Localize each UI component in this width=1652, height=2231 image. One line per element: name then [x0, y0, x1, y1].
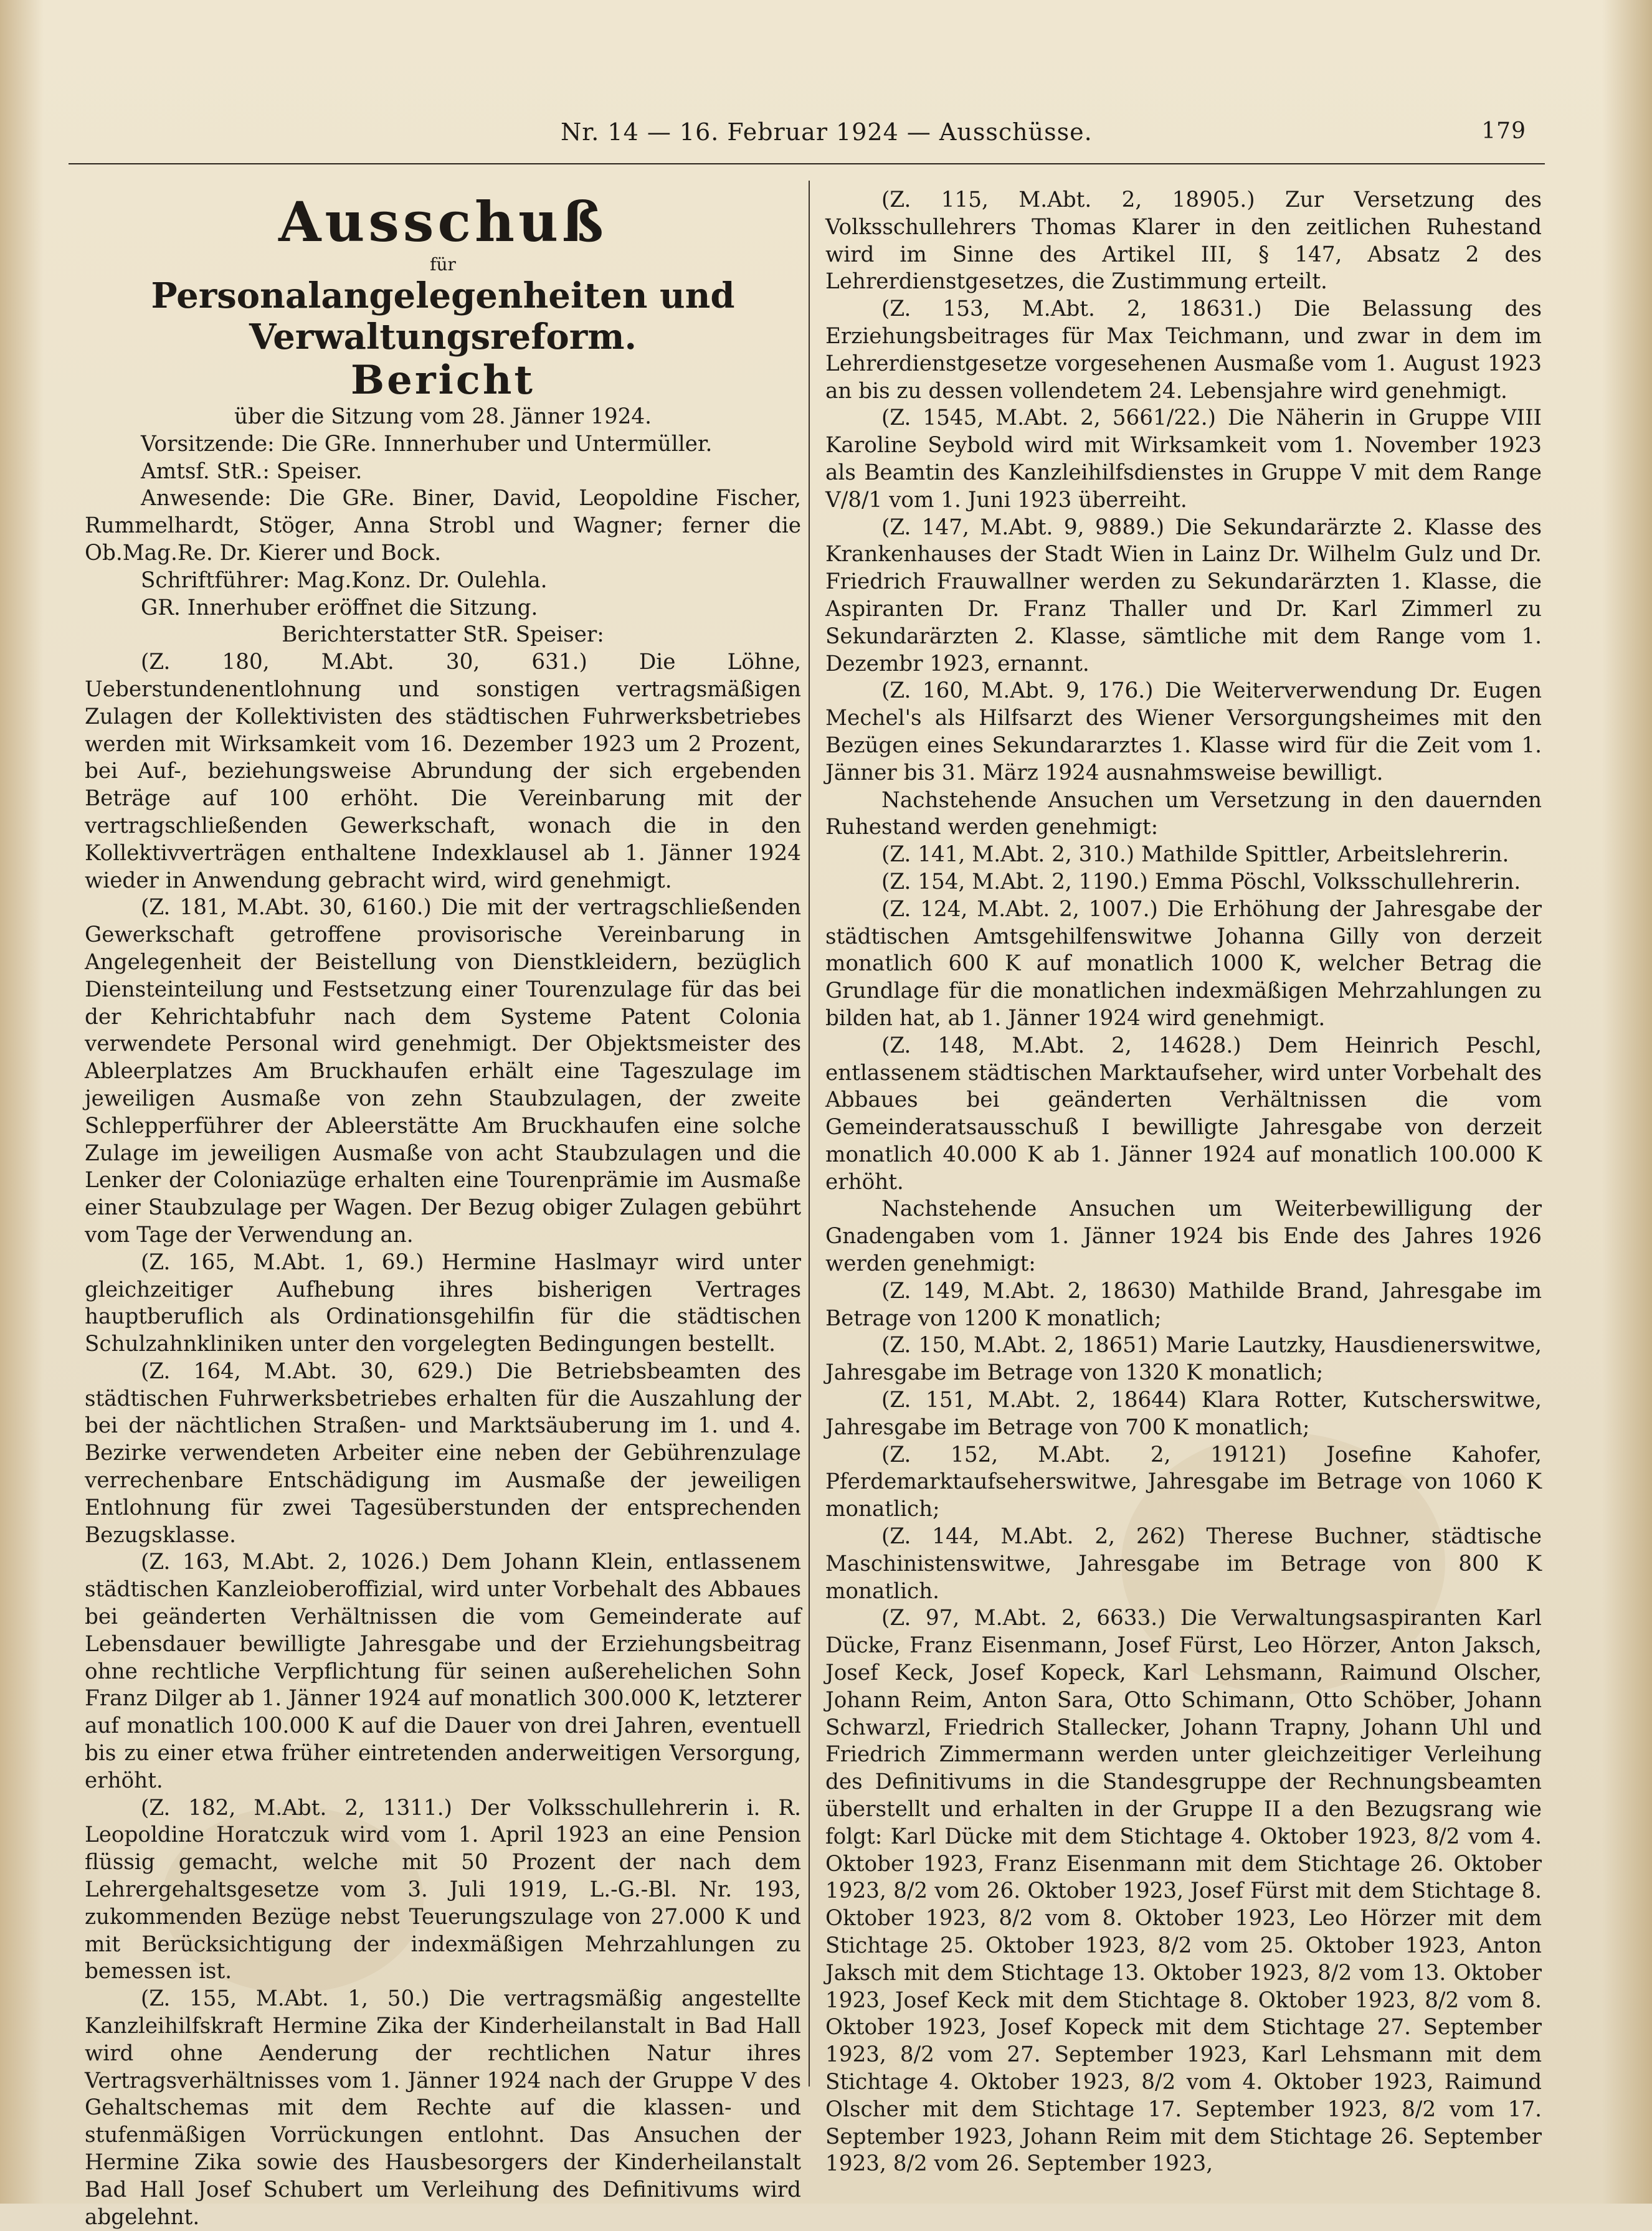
paragraph: (Z. 144, M.Abt. 2, 262) Therese Buchner, städtische Maschinistenswitwe, Jahresgabe im Betrage von 800 K monatlich. [825, 1524, 1542, 1604]
report-heading: Bericht [351, 357, 535, 404]
page-number: 179 [1481, 118, 1526, 144]
section-heading: Ausschuß [278, 189, 607, 254]
session-date: über die Sitzung vom 28. Jänner 1924. [234, 404, 652, 429]
paragraph: (Z. 164, M.Abt. 30, 629.) Die Betriebsbeamten des städtischen Fuhrwerksbetriebes erhalten für die Auszahlung der bei der nächtlichen Straßen- und Marktsäuberung im 1. und 4. Bezirke verwendeten Arbeiter eine neben der Gebührenzulage verrechenbare Entschädigung im Ausmaße der jeweiligen Entlohnung für zwei Tagesüberstunden der entsprechenden Bezugsklasse. [85, 1358, 801, 1548]
paragraph: (Z. 160, M.Abt. 9, 176.) Die Weiterverwendung Dr. Eugen Mechel's als Hilfsarzt des Wiener Versorgungsheimes mit den Bezügen eines Sekundararztes 1. Klasse wird für die Zeit vom 1. Jänner bis 31. März 1924 ausnahmsweise bewilligt. [825, 678, 1542, 785]
left-paragraphs [85, 431, 801, 2231]
paragraph: (Z. 154, M.Abt. 2, 1190.) Emma Pöschl, Volksschullehrerin. [881, 869, 1521, 894]
paragraph: (Z. 182, M.Abt. 2, 1311.) Der Volksschullehrerin i. R. Leopoldine Horatczuk wird vom 1. April 1923 an eine Pension flüssig gemacht, welche mit 50 Prozent der nach dem Lehrergehaltsgesetze vom 3. Juli 1919, L.-G.-Bl. Nr. 193, zukommenden Bezüge nebst Teuerungszulage von 27.000 K und mit Berücksichtigung der indexmäßigen Mehrzahlungen zu bemessen ist. [85, 1795, 801, 1984]
paragraph: (Z. 141, M.Abt. 2, 310.) Mathilde Spittler, Arbeitslehrerin. [881, 842, 1509, 868]
right-column [825, 187, 1542, 2178]
paragraph: Anwesende: Die GRe. Biner, David, Leopoldine Fischer, Rummelhardt, Stöger, Anna Strobl und Wagner; ferner die Ob.Mag.Re. Dr. Kierer und Bock. [85, 486, 801, 566]
left-column [85, 187, 801, 2231]
right-paragraphs [825, 187, 1542, 2178]
paper-edge-right [1602, 0, 1652, 2204]
paragraph: (Z. 163, M.Abt. 2, 1026.) Dem Johann Klein, entlassenem städtischen Kanzleioberoffizial, wird unter Vorbehalt des Abbaues bei geänderten Verhältnissen die vom Gemeinderate auf Lebensdauer bewilligte Jahresgabe und der Erziehungsbeitrag ohne rechtliche Verpflichtung für seinen außerehelichen Sohn Franz Dilger ab 1. Jänner 1924 auf monatlich 300.000 K, letzterer auf monatlich 100.000 K auf die Dauer von drei Jahren, eventuell bis zu einer etwa früher eintretenden anderweitigen Versorgung, erhöht. [85, 1550, 801, 1793]
paragraph: (Z. 180, M.Abt. 30, 631.) Die Löhne, Ueberstundenentlohnung und sonstigen vertragsmäßigen Zulagen der Kollektivisten des städtischen Fuhrwerksbetriebes werden mit Wirksamkeit vom 16. Dezember 1923 um 2 Prozent, bei Auf-, beziehungsweise Abrundung der sich ergebenden Beträge auf 100 erhöht. Die Vereinbarung mit der vertragschließenden Gewerkschaft, wonach die in den Kollektivverträgen enthaltene Indexklausel ab 1. Jänner 1924 wieder in Anwendung gebracht wird, wird genehmigt. [85, 650, 801, 893]
paragraph: Vorsitzende: Die GRe. Innnerhuber und Untermüller. [141, 431, 713, 457]
column-divider [809, 181, 810, 2087]
paragraph: (Z. 147, M.Abt. 9, 9889.) Die Sekundarärzte 2. Klasse des Krankenhauses der Stadt Wien in Lainz Dr. Wilhelm Gulz und Dr. Friedrich Frauwallner werden zu Sekundarärzten 1. Klasse, die Aspiranten Dr. Franz Thaller und Dr. Karl Zimmerl zu Sekundarärzten 2. Klasse, sämtliche mit dem Range vom 1. Dezembr 1923, ernannt. [825, 514, 1542, 676]
paragraph: (Z. 153, M.Abt. 2, 18631.) Die Belassung des Erziehungsbeitrages für Max Teichmann, und zwar in dem im Lehrerdienstgesetze vorgesehenen Ausmaße vom 1. August 1923 an bis zu dessen vollendetem 24. Lebensjahre wird genehmigt. [825, 296, 1542, 404]
paragraph: (Z. 151, M.Abt. 2, 18644) Klara Rotter, Kutscherswitwe, Jahresgabe im Betrage von 700 K monatlich; [825, 1388, 1542, 1440]
paragraph: (Z. 149, M.Abt. 2, 18630) Mathilde Brand, Jahresgabe im Betrage von 1200 K monatlich; [825, 1278, 1542, 1331]
paragraph: (Z. 165, M.Abt. 1, 69.) Hermine Haslmayr wird unter gleichzeitiger Aufhebung ihres bisherigen Vertrages hauptberuflich als Ordinationsgehilfin für die städtischen Schulzahnkliniken unter den vorgelegten Bedingungen bestellt. [85, 1249, 801, 1357]
paragraph: (Z. 1545, M.Abt. 2, 5661/22.) Die Näherin in Gruppe VIII Karoline Seybold wird mit Wirksamkeit vom 1. November 1923 als Beamtin des Kanzleihilfsdienstes in Gruppe V mit dem Range V/8/1 vom 1. Juni 1923 überreiht. [825, 405, 1542, 513]
paragraph: (Z. 97, M.Abt. 2, 6633.) Die Verwaltungsaspiranten Karl Dücke, Franz Eisenmann, Josef Fürst, Leo Hörzer, Anton Jaksch, Josef Keck, Josef Kopeck, Karl Lehsmann, Raimund Olscher, Johann Reim, Anton Sara, Otto Schimann, Otto Schöber, Johann Schwarzl, Friedrich Stallecker, Johann Trapny, Johann Uhl und Friedrich Zimmermann werden unter gleichzeitiger Verleihung des Definitivums in die Standesgruppe der Rechnungsbeamten überstellt und erhalten in der Gruppe II a den Bezugsrang wie folgt: Karl Dücke mit dem Stichtage 4. Oktober 1923, 8/2 vom 4. Oktober 1923, Franz Eisenmann mit dem Stichtage 26. Oktober 1923, 8/2 vom 26. Oktober 1923, Josef Fürst mit dem Stichtage 8. Oktober 1923, 8/2 vom 8. Oktober 1923, Leo Hörzer mit dem Stichtage 25. Oktober 1923, 8/2 vom 25. Oktober 1923, Anton Jaksch mit dem Stichtage 13. Oktober 1923, 8/2 vom 13. Oktober 1923, Josef Keck mit dem Stichtage 8. Oktober 1923, 8/2 vom 8. Oktober 1923, Josef Kopeck mit dem Stichtage 27. September 1923, 8/2 vom 27. September 1923, Karl Lehsmann mit dem Stichtage 4. Oktober 1923, 8/2 vom 4. Oktober 1923, Raimund Olscher mit dem Stichtage 17. September 1923, 8/2 vom 17. September 1923, Johann Reim mit dem Stichtage 26. September 1923, 8/2 vom 26. September 1923, [825, 1606, 1542, 2177]
paragraph: Nachstehende Ansuchen um Weiterbewilligung der Gnadengaben vom 1. Jänner 1924 bis Ende des Jahres 1926 werden genehmigt: [825, 1196, 1542, 1277]
paragraph: Nachstehende Ansuchen um Versetzung in den dauernden Ruhestand werden genehmigt: [825, 787, 1542, 840]
paragraph: (Z. 152, M.Abt. 2, 19121) Josefine Kahofer, Pferdemarktaufseherswitwe, Jahresgabe im Betrage von 1060 K monatlich; [825, 1442, 1542, 1522]
paragraph: (Z. 124, M.Abt. 2, 1007.) Die Erhöhung der Jahresgabe der städtischen Amtsgehilfenswitwe Johanna Gilly von derzeit monatlich 600 K auf monatlich 1000 K, welcher Betrag die Grundlage für die monatlichen indexmäßigen Mehrzahlungen zu bilden hat, ab 1. Jänner 1924 wird genehmigt. [825, 896, 1542, 1031]
heading-connector: für [430, 254, 456, 275]
paragraph: Schriftführer: Mag.Konz. Dr. Oulehla. [141, 567, 548, 593]
header-title: Nr. 14 — 16. Februar 1924 — Ausschüsse. [561, 118, 1093, 146]
paragraph: (Z. 115, M.Abt. 2, 18905.) Zur Versetzung des Volksschullehrers Thomas Klarer in den zeitlichen Ruhestand wird im Sinne des Artikel III, § 147, Absatz 2 des Lehrerdienstgesetzes, die Zustimmung erteilt. [825, 187, 1542, 295]
paper-edge-left [0, 0, 44, 2204]
paragraph: Berichterstatter StR. Speiser: [282, 622, 604, 648]
paragraph: (Z. 181, M.Abt. 30, 6160.) Die mit der vertragschließenden Gewerkschaft getroffene provisorische Vereinbarung in Angelegenheit der Beistellung von Dienstkleidern, bezüglich Diensteinteilung und Festsetzung einer Tourenzulage für das bei der Kehrichtabfuhr nach dem Systeme Patent Colonia verwendete Personal wird genehmigt. Der Objektsmeister des Ableerplatzes Am Bruckhaufen erhält eine Tageszulage im jeweiligen Ausmaße von zehn Staubzulagen, der zweite Schlepperführer der Ableerstätte Am Bruckhaufen eine solche Zulage im jeweiligen Ausmaße von acht Staubzulagen und die Lenker der Coloniazüge erhalten eine Tourenprämie im Ausmaße einer Staubzulage per Wagen. Der Bezug obiger Zulagen gebührt vom Tage der Verwendung an. [85, 895, 801, 1248]
page-header [561, 118, 1526, 156]
paragraph: (Z. 148, M.Abt. 2, 14628.) Dem Heinrich Peschl, entlassenem städtischen Marktaufseher, wird unter Vorbehalt des Abbaues bei geänderten Verhältnissen die vom Gemeinderatsausschuß I bewilligte Jahresgabe von derzeit monatlich 40.000 K ab 1. Jänner 1924 auf monatlich 100.000 K erhöht. [825, 1033, 1542, 1195]
paragraph: (Z. 150, M.Abt. 2, 18651) Marie Lautzky, Hausdienerswitwe, Jahresgabe im Betrage von 1320 K monatlich; [825, 1333, 1542, 1386]
header-divider [69, 163, 1545, 164]
paragraph: (Z. 155, M.Abt. 1, 50.) Die vertragsmäßig angestellte Kanzleihilfskraft Hermine Zika der Kinderheilanstalt in Bad Hall wird ohne Aenderung der rechtlichen Natur ihres Vertragsverhältnisses vom 1. Jänner 1924 nach der Gruppe V des Gehaltschemas mit dem Rechte auf die klassen- und stufenmäßigen Vorrückungen entlohnt. Das Ansuchen der Hermine Zika sowie des Hausbesorgers der Kinderheilanstalt Bad Hall Josef Schubert um Verleihung des Definitivums wird abgelehnt. [85, 1986, 801, 2230]
paragraph: Amtsf. StR.: Speiser. [141, 458, 363, 484]
committee-name: Personalangelegenheiten und Verwaltungsreform. [151, 275, 735, 358]
paragraph: GR. Innerhuber eröffnet die Sitzung. [141, 595, 538, 620]
